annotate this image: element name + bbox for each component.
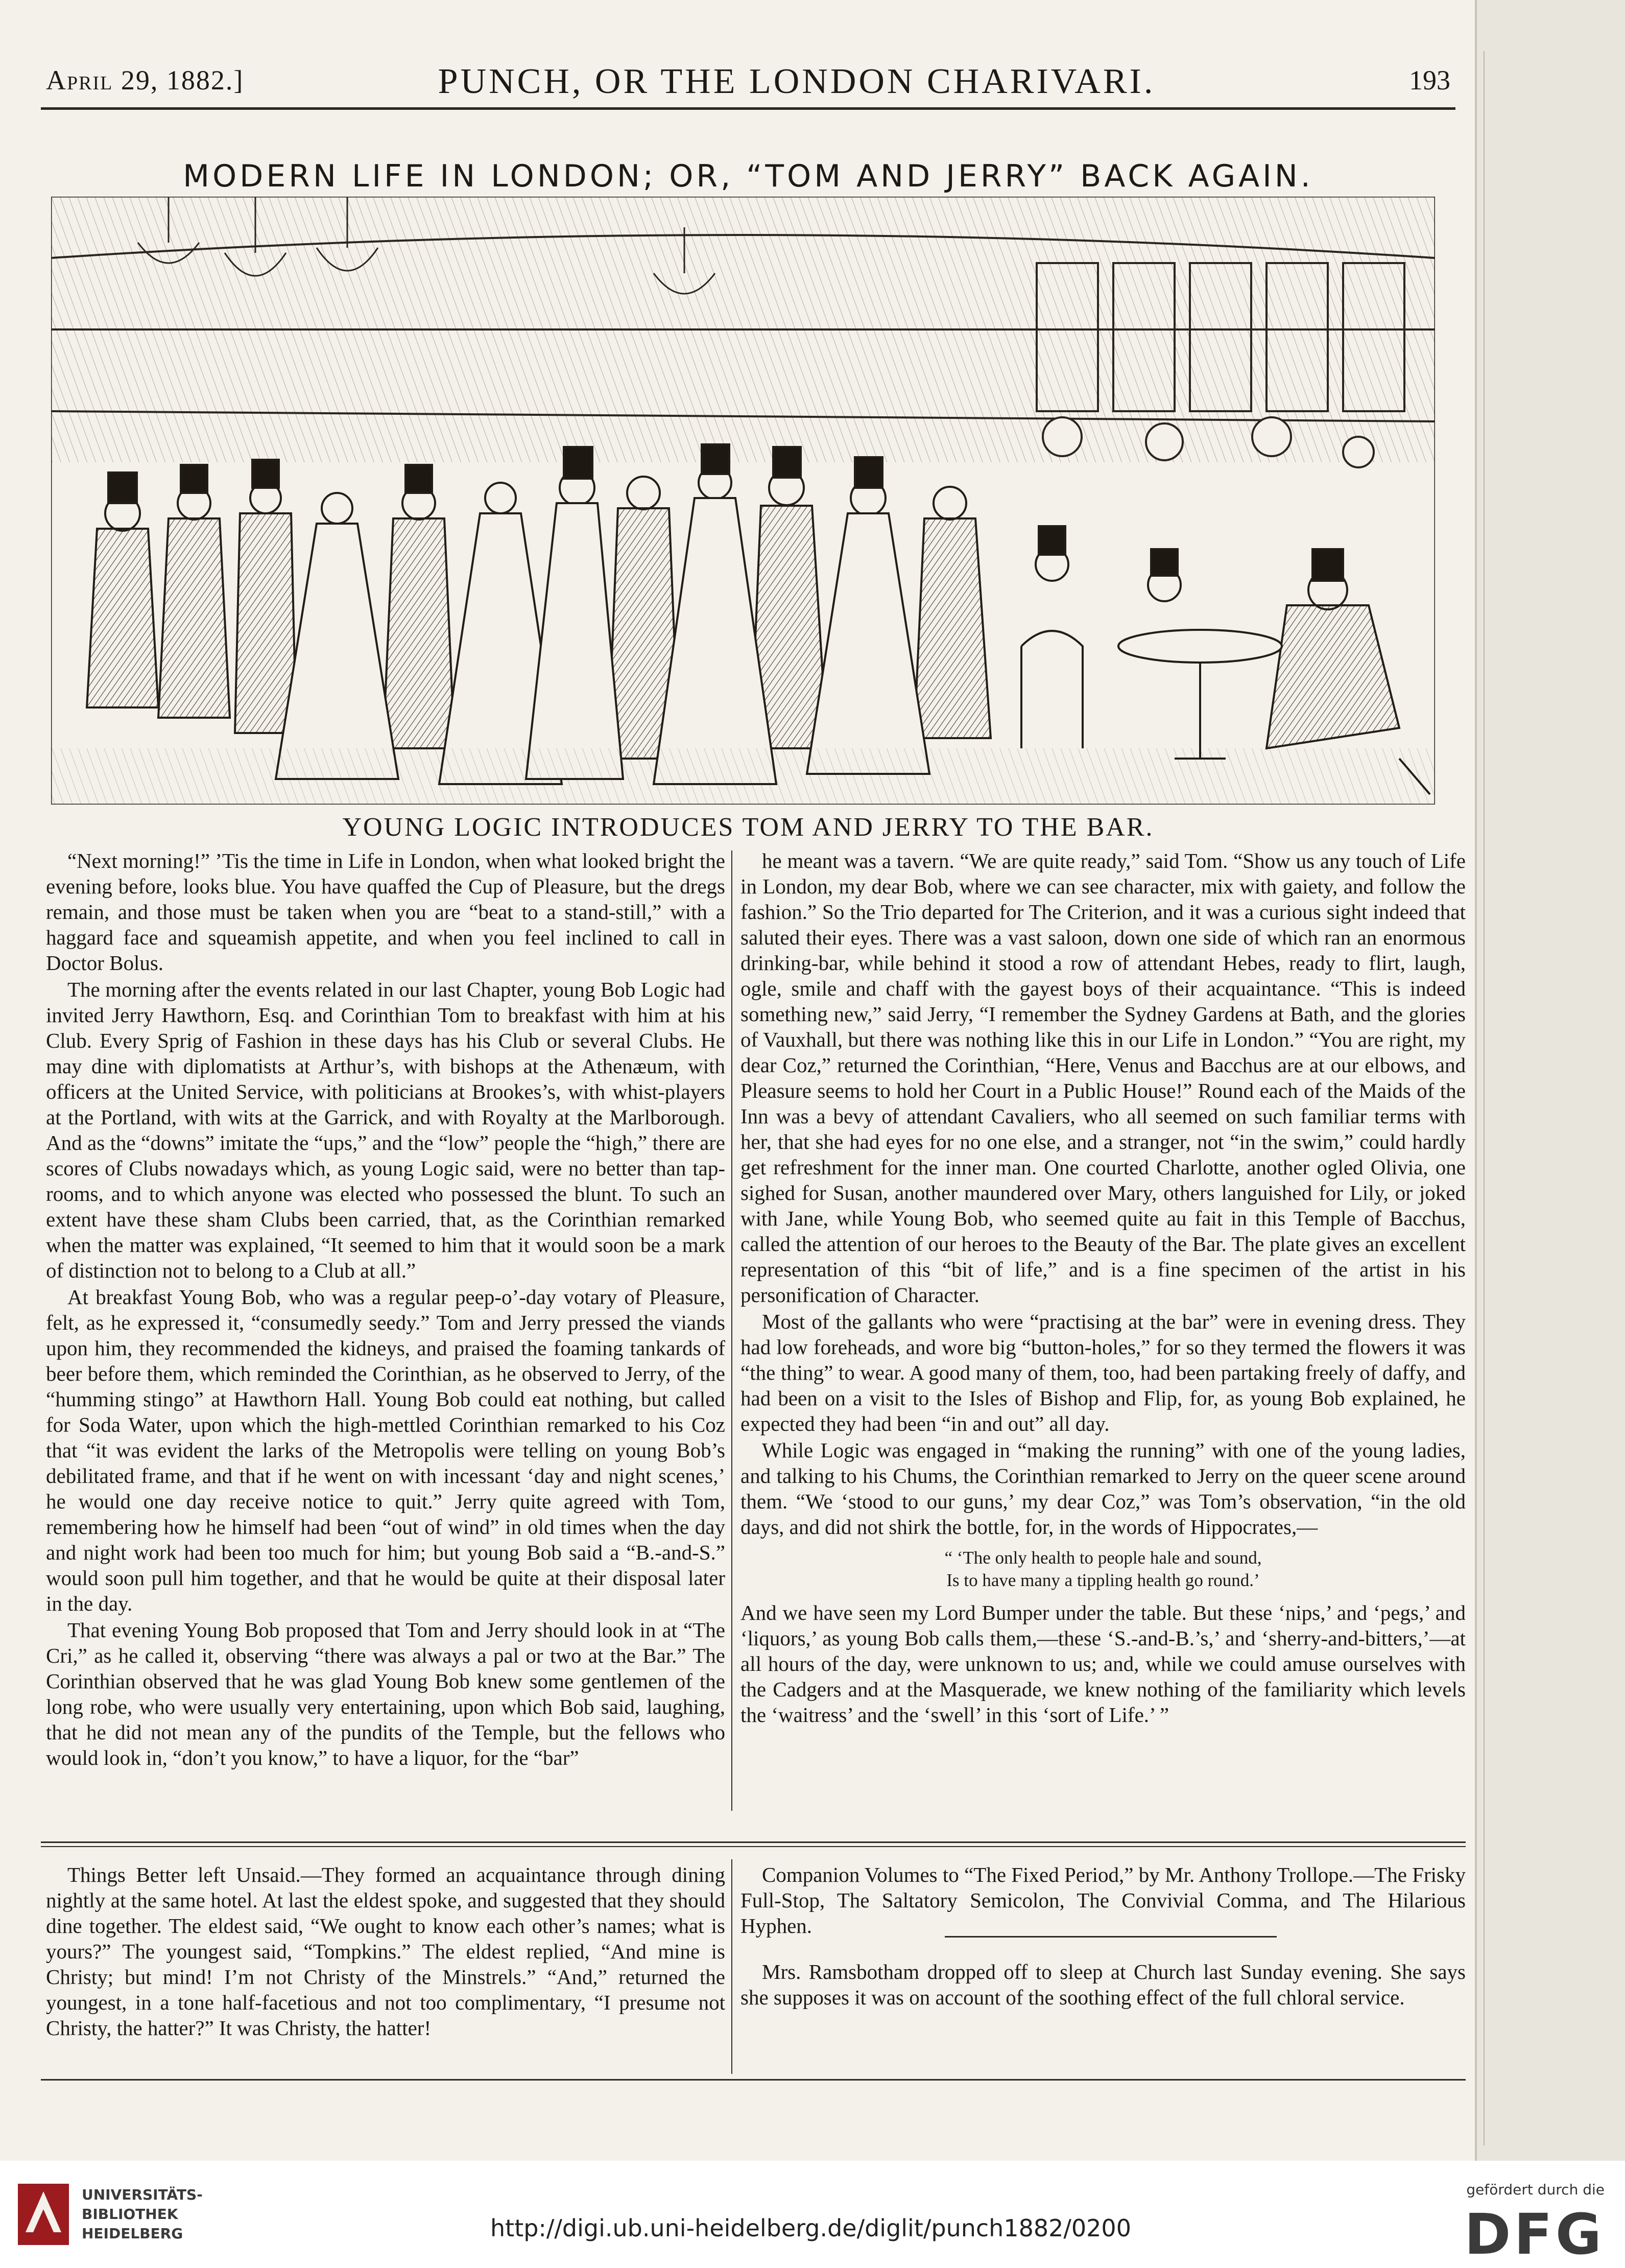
- item-things-better-left-unsaid: [46, 1862, 725, 2041]
- right-page-margin: [1475, 0, 1625, 2161]
- article-paragraph: “Next morning!” ’Tis the time in Life in London, when what looked bright the evening before, looks blue. You have quaffed the Cup of Pleasure, but the dregs remain, and those must be taken when you are “beat to a stand-still,” with a haggard face and squeamish appetite, and when you feel inclined to call in Doctor Bolus.: [46, 849, 725, 975]
- library-name: [82, 2185, 203, 2243]
- section-rule: [41, 1841, 1466, 1843]
- cartoon-caption: YOUNG LOGIC INTRODUCES TOM AND JERRY TO THE BAR.: [342, 813, 1154, 842]
- article-paragraph: The morning after the events related in our last Chapter, young Bob Logic had invited Jerry Hawthorn, Esq. and Corinthian Tom to breakfast with him at his Club. Every Sprig of Fashion in these days has his Club or several Clubs. He may dine with diplomatists at Arthur’s, with bishops at the Athenæum, with officers at the United Service, with politicians at Brookes’s, with whist-players at the Portland, with wits at the Garrick, and with Royalty at the Marlborough. And as the “downs” imitate the “ups,” and the “low” people the “high,” there are scores of Clubs nowadays which, as young Logic said, were no better than tap-rooms, and to which anyone was elected who possessed the blunt. To such an extent have these sham Clubs been carried, that, as the Corinthian remarked when the matter was explained, “It seemed to him that it would soon be a mark of distinction not to belong to a Club at all.”: [46, 978, 725, 1282]
- item-companion-volumes: [740, 1862, 1466, 1939]
- article-paragraph: And we have seen my Lord Bumper under the table. But these ‘nips,’ and ‘pegs,’ and ‘liquors,’ as young Bob calls them,—these ‘S.-and-B.’s,’ and ‘sherry-and-bitters,’—at all hours of the day, were unknown to us; and, while we could amuse ourselves with the Cadgers and at the Masquerade, we knew nothing of the familiarity which levels the ‘waitress’ and the ‘swell’ in this ‘sort of Life.’ ”: [740, 1601, 1466, 1727]
- masthead: [41, 61, 1455, 110]
- bottom-rule: [41, 2079, 1466, 2081]
- article-paragraph: While Logic was engaged in “making the running” with one of the young ladies, and talking to his Chums, the Corinthian remarked to Jerry on the queer scene around them. “We ‘stood to our guns,’ my dear Coz,” was Tom’s observation, “in the old days, and did not shirk the bottle, for, in the words of Hippocrates,—: [740, 1438, 1466, 1539]
- library-line: BIBLIOTHEK: [82, 2206, 178, 2223]
- digitization-footer: [0, 2161, 1625, 2268]
- item-text: Mrs. Ramsbotham dropped off to sleep at Church last Sunday evening. She says she supposes it was on account of the soothing effect of the full chloral service.: [740, 1960, 1466, 2009]
- dfg-logo: DFG: [1464, 2202, 1605, 2267]
- item-text: Companion Volumes to “The Fixed Period,” by Mr. Anthony Trollope.—The Frisky Full-Stop, The Saltatory Semicolon, The Convivial Comma, and The Hilarious Hyphen.: [740, 1863, 1466, 1938]
- library-line: UNIVERSITÄTS-: [82, 2186, 203, 2203]
- university-seal-icon: [15, 2181, 71, 2248]
- section-rule-double: [41, 1846, 1466, 1847]
- source-url[interactable]: http://digi.ub.uni-heidelberg.de/diglit/punch1882/0200: [490, 2214, 1131, 2242]
- item-mrs-ramsbotham: [740, 1959, 1466, 2010]
- cartoon-engraving: [51, 197, 1435, 805]
- margin-line: [1484, 51, 1485, 2145]
- verse-quote: [740, 1547, 1466, 1592]
- funded-by-label: gefördert durch die: [1466, 2181, 1605, 2198]
- cartoon-title: MODERN LIFE IN LONDON; OR, “TOM AND JERRY” BACK AGAIN.: [183, 158, 1313, 194]
- article-paragraph: At breakfast Young Bob, who was a regular peep-o’-day votary of Pleasure, felt, as he expressed it, “consumedly seedy.” Tom and Jerry pressed the viands upon him, they recommended the kidneys, and praised the foaming tankards of beer before them, which reminded the Corinthian, as he observed to Jerry, of the “humming stingo” at Hawthorn Hall. Young Bob could eat nothing, but called for Soda Water, upon which the high-mettled Corinthian remarked to his Coz that “it was evident the larks of the Metropolis were telling on young Bob’s debilitated frame, and that if he went on with incessant ‘day and night scenes,’ he would one day receive notice to quit.” Jerry quite agreed with Tom, remembering how he himself had been “out of wind” in old times when the day and night work had been too much for him; but young Bob said a “B.-and-S.” would soon pull him together, and that he would be quite at their disposal later in the day.: [46, 1285, 725, 1615]
- article-paragraph: he meant was a tavern. “We are quite ready,” said Tom. “Show us any touch of Life in London, my dear Bob, where we can see character, mix with gaiety, and follow the fashion.” So the Trio departed for The Criterion, and it was a curious sight indeed that saluted their eyes. There was a vast saloon, down one side of which ran an enormous drinking-bar, while behind it stood a row of attendant Hebes, ready to flirt, laugh, ogle, smile and chaff with the gayest boys of their acquaintance. “This is indeed something new,” said Jerry, “I remember the Sydney Gardens at Bath, and the glories of Vauxhall, but there was nothing like this in our Life in London.” “You are right, my dear Coz,” returned the Corinthian, “Here, Venus and Bacchus are at our elbows, and Pleasure seems to hold her Court in a Public House!” Round each of the Maids of the Inn was a bevy of attendant Cavaliers, who all seemed on such familiar terms with her, that she had eyes for no one else, and a stranger, not “in the swim,” could hardly get refreshment for the inner man. One courted Charlotte, another ogled Olivia, one sighed for Susan, another maundered over Mary, others languished for Lily, or joked with Jane, while Young Bob, who seemed quite au fait in this Temple of Bacchus, called the attention of our heroes to the Beauty of the Bar. The plate gives an excellent representation of this “bit of life,” and is a fine specimen of the artist in his personification of Character.: [740, 849, 1466, 1307]
- issue-date: April 29, 1882.]: [46, 65, 244, 96]
- article-paragraph: Most of the gallants who were “practising at the bar” were in evening dress. They had low foreheads, and wore big “button-holes,” for so they termed the flowers it was “the thing” to wear. A good many of them, too, had been partaking freely of daffy, and had been on a visit to the Isles of Bishop and Flip, for, as young Bob explained, he expected they had been “in and out” all day.: [740, 1310, 1466, 1435]
- publication-title: PUNCH, OR THE LONDON CHARIVARI.: [438, 62, 1156, 101]
- cartoon-illustration: [51, 197, 1435, 805]
- short-rule: [945, 1936, 1277, 1938]
- article-left-column: [46, 848, 725, 1818]
- verse-line: “ ‘The only health to people hale and sound,: [944, 1548, 1262, 1568]
- column-divider: [731, 850, 732, 1811]
- column-divider: [731, 1859, 732, 2074]
- library-line: HEIDELBERG: [82, 2225, 183, 2242]
- item-text: Things Better left Unsaid.—They formed an acquaintance through dining nightly at the same hotel. At last the eldest spoke, and suggested that they should dine together. The eldest said, “We ought to know each other’s names; what is yours?” The youngest said, “Tompkins.” The eldest replied, “And mine is Christy; but mind! I’m not Christy of the Minstrels.” “And,” returned the youngest, in a tone half-facetious and not too complimentary, “I presume not Christy, the hatter?” It was Christy, the hatter!: [46, 1863, 725, 2040]
- article-right-column: [740, 848, 1466, 1818]
- verse-line: Is to have many a tippling health go round.’: [946, 1570, 1260, 1590]
- page-number: 193: [1409, 65, 1450, 96]
- article-paragraph: That evening Young Bob proposed that Tom and Jerry should look in at “The Cri,” as he called it, observing “there was always a pal or two at the Bar.” The Corinthian observed that he was glad Young Bob knew some gentlemen of the long robe, who were usually very entertaining, upon which Bob said, laughing, that he did not mean any of the pundits of the Temple, but the fellows who would look in, “don’t you know,” to have a liquor, for the “bar”: [46, 1618, 725, 1769]
